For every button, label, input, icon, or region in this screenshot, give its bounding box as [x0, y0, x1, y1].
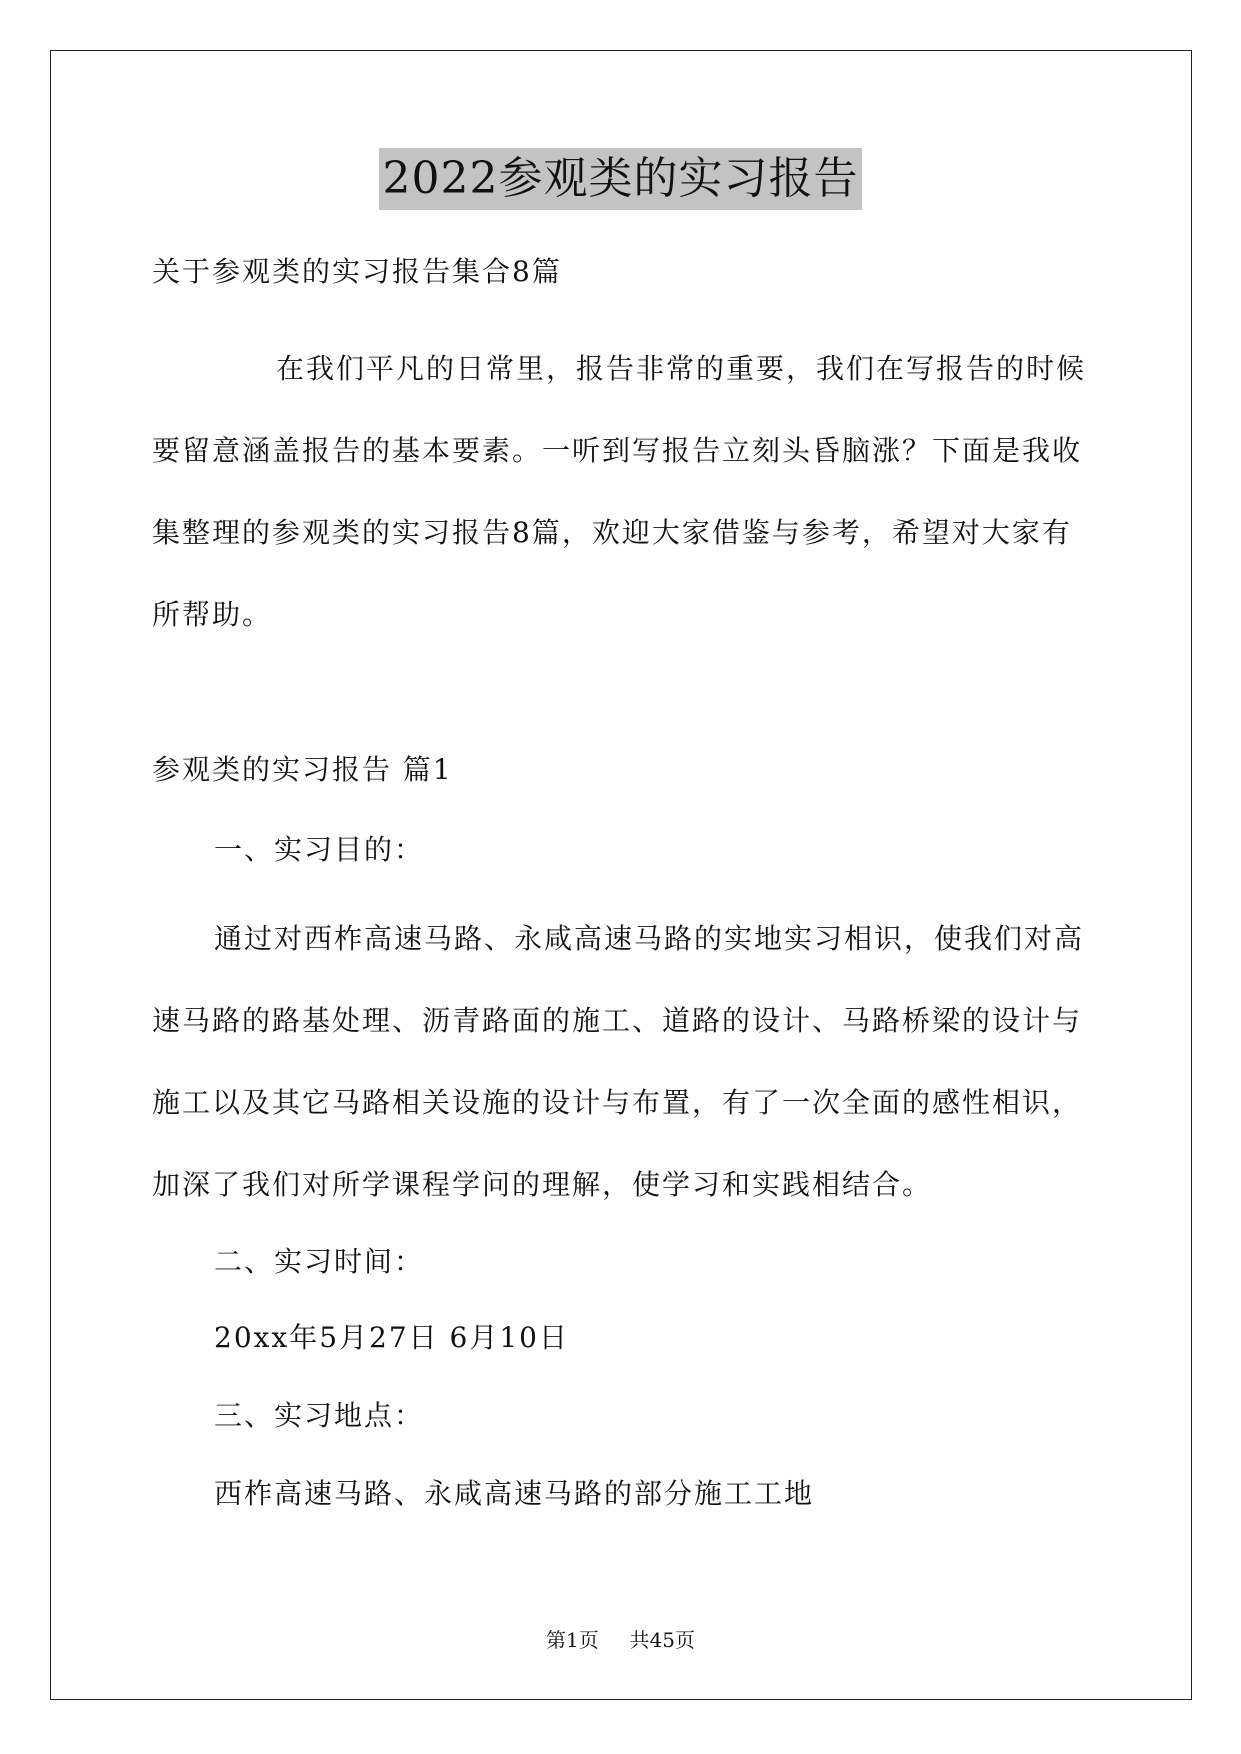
document-subtitle: 关于参观类的实习报告集合8篇: [152, 255, 562, 288]
purpose-paragraph: 通过对西柞高速马路、永咸高速马路的实地实习相识，使我们对高速马路的路基处理、沥青路面的施工、道路的设计、马路桥梁的设计与施工以及其它马路相关设施的设计与布置，有了一次全面的感性相识，加深了我们对所学课程学问的理解，使学习和实践相结合。: [152, 922, 1085, 1201]
time-value: 20xx年5月27日 6月10日: [214, 1321, 569, 1354]
location-value: 西柞高速马路、永咸高速马路的部分施工工地: [214, 1477, 815, 1510]
page-number: 第1页: [546, 1628, 599, 1652]
heading-purpose: 一、实习目的：: [214, 833, 425, 866]
page-footer: [0, 1625, 1241, 1655]
page-total: 共45页: [629, 1628, 695, 1652]
heading-location: 三、实习地点：: [214, 1399, 425, 1432]
heading-time: 二、实习时间：: [214, 1245, 425, 1278]
document-title: [0, 148, 1241, 210]
document-title-text: 2022参观类的实习报告: [379, 148, 863, 210]
intro-paragraph: 在我们平凡的日常里，报告非常的重要，我们在写报告的时候要留意涵盖报告的基本要素。一听到写报告立刻头昏脑涨？下面是我收集整理的参观类的实习报告8篇，欢迎大家借鉴与参考，希望对大家有所帮助。: [152, 352, 1087, 631]
page-border: [50, 50, 1192, 1700]
section-heading: 参观类的实习报告 篇1: [152, 753, 453, 786]
